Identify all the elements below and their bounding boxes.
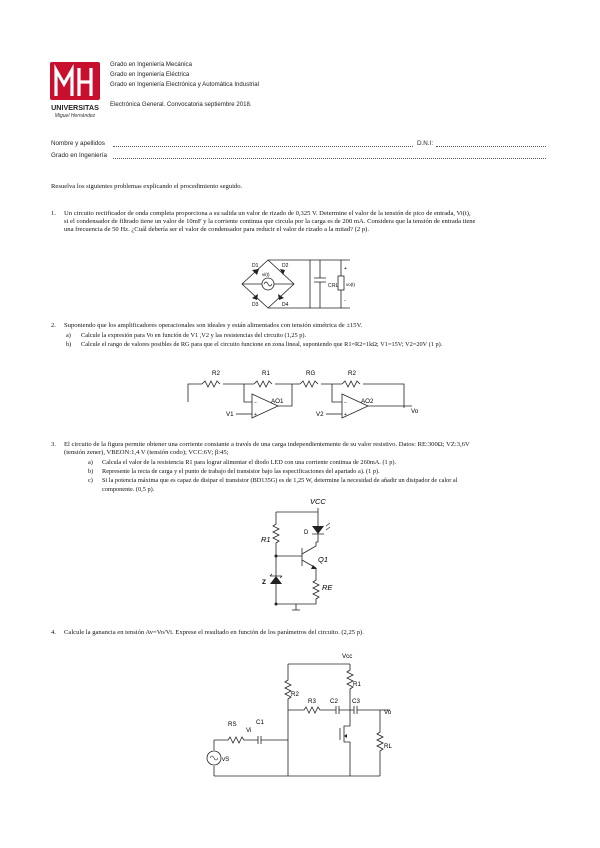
rs-label-4: RS [228,721,237,728]
logo-mark [46,58,104,120]
problem-4-number: 4. [51,629,56,636]
vcc-label: VCC [310,497,326,506]
problem-1-number: 1. [51,210,56,217]
vcc-label-4: Vcc [342,653,353,660]
r3-label-4: R3 [308,698,316,705]
led-current-source-circuit [256,492,352,614]
problem-3-number: 3. [51,441,56,448]
d-label: D [304,530,309,536]
degree-field[interactable] [113,158,546,159]
name-field[interactable] [113,146,413,147]
problem-2b-text: Calcule el rango de valores posibles de RG para que el circuito funcione en zona lineal, suponiendo que R1=R2=1kΩ; V1=15V; V2=20V (1 p). [81,341,443,348]
r1-label-4: R1 [353,681,361,688]
rectifier-circuit [240,256,370,312]
rl-label-4: RL [384,743,392,750]
c1-label-4: C1 [256,719,264,726]
problem-3a-letter: a) [88,459,93,466]
problem-1-line-1: Un circuito rectificador de onda completa proporciona a su salida un valor de rizado de 0,325 V. Determine el valor de la tensión de pico de entrada, Vi(t), [64,210,471,217]
q1-label: Q1 [318,555,329,564]
d3-label: D3 [252,302,259,308]
problem-3c-text: Si la potencia máxima que es capaz de disipar el transistor (BD135G) es de 1,25 W, determine la necesidad de añadir un disipador de calor al [102,477,458,484]
minus-label: - [344,298,346,304]
problem-1-line-3: una frecuencia de 50 Hz. ¿Cuál debería ser el valor de condensador para reducir el valor de rizado a la mitad? (2 p). [64,226,369,233]
problem-2a-text: Calcule la expresión para Vo en función de V1 ,V2 y las resistencias del circuito (1,25 p). [81,332,307,339]
r2-label-4: R2 [291,691,299,698]
degree-line-2: Grado en Ingeniería Eléctrica [110,71,190,78]
dni-label: D.N.I: [417,140,434,147]
logo-text: UNIVERSITAS [51,103,99,112]
vout-label: vo(t) [346,282,355,287]
ao1-label: AO1 [271,398,284,405]
d1-label: D1 [252,263,259,269]
ao1-plus-sign: + [254,412,257,418]
instructions: Resuelva los siguientes problemas explicando el procedimiento seguido. [51,183,243,190]
cap-label: C [328,283,332,289]
problem-3b-text: Represente la recta de carga y el punto de trabajo del transistor bajo las especificaciones del apartado a). (1 p). [102,468,380,475]
problem-2-number: 2. [51,322,56,329]
university-logo [46,58,104,120]
ao2-plus-sign: + [344,412,347,418]
dni-field[interactable] [436,146,546,147]
problem-1-line-2: si el condensador de filtrado tiene un valor de 10mF y la corriente continua que circula por la carga es de 200 mA. Considera que la tensión de entrada tiene [64,218,476,225]
z-label: Z [262,579,266,586]
problem-3-line-1: El circuito de la figura permite obtener una corriente constante a través de una carga independientemente de su valor resistivo. Datos: RE:300Ω; VZ:3,6V [64,441,470,448]
problem-3c-letter: c) [88,477,93,484]
problem-3-line-2: (tensión zener), VBEON:1,4 V (tensión codo); VCC:6V; β:45; [64,449,229,456]
problem-3b-letter: b) [88,468,94,475]
d2-label: D2 [282,263,289,269]
ao2-label: AO2 [361,398,374,405]
v1-label: V1 [226,411,234,418]
vi-label-4: Vi [246,727,252,734]
r2b-label: R2 [348,370,356,377]
r1-label: R1 [262,370,270,377]
vs-label-4: vS [222,756,230,763]
problem-2b-letter: b) [66,341,72,348]
problem-2-line-1: Suponiendo que los amplificadores operacionales son ideales y están alimentados con tensión simétrica de ±15V. [64,322,363,329]
degree-line-3: Grado en Ingeniería Electrónica y Automática Industrial [110,81,260,88]
plus-label: + [344,266,347,272]
exam-title: Electrónica General. Convocatoria septiembre 2018. [110,101,252,108]
c2-label-4: C2 [330,698,338,705]
v2-label: V2 [316,411,324,418]
degree-line-1: Grado en Ingeniería Mecánica [110,61,192,68]
vo-label-4: Vo [384,709,392,716]
load-label: RL [332,283,339,289]
problem-3c-text-cont: componente. (0,5 p). [102,486,155,493]
logo-subtext: Miguel Hernández [54,113,96,119]
problem-3a-text: Calcula el valor de la resistencia R1 para lograr alimentar el diodo LED con una corriente continua de 260mA. (1 p). [102,459,397,466]
source-label: vi(t) [262,272,270,277]
c3-label-4: C3 [352,698,360,705]
ao1-minus-sign: − [254,400,257,406]
r1-label-3: R1 [261,535,271,544]
degree-label: Grado en Ingeniería [51,152,108,159]
problem-2a-letter: a) [66,332,71,339]
name-label: Nombre y apellidos [51,140,105,147]
re-label: RE [322,583,333,592]
d4-label: D4 [282,302,289,308]
vo-label: Vo [411,408,419,415]
rg-label: RG [306,370,316,377]
ao2-minus-sign: − [344,400,347,406]
opamp-circuit [182,362,422,424]
problem-4-line-1: Calcule la ganancia en tensión Av=Vo/Vi. Exprese el resultado en función de los parámetros del circuito. (2,25 p). [64,629,364,636]
amplifier-circuit [204,644,414,782]
r2a-label: R2 [212,370,220,377]
